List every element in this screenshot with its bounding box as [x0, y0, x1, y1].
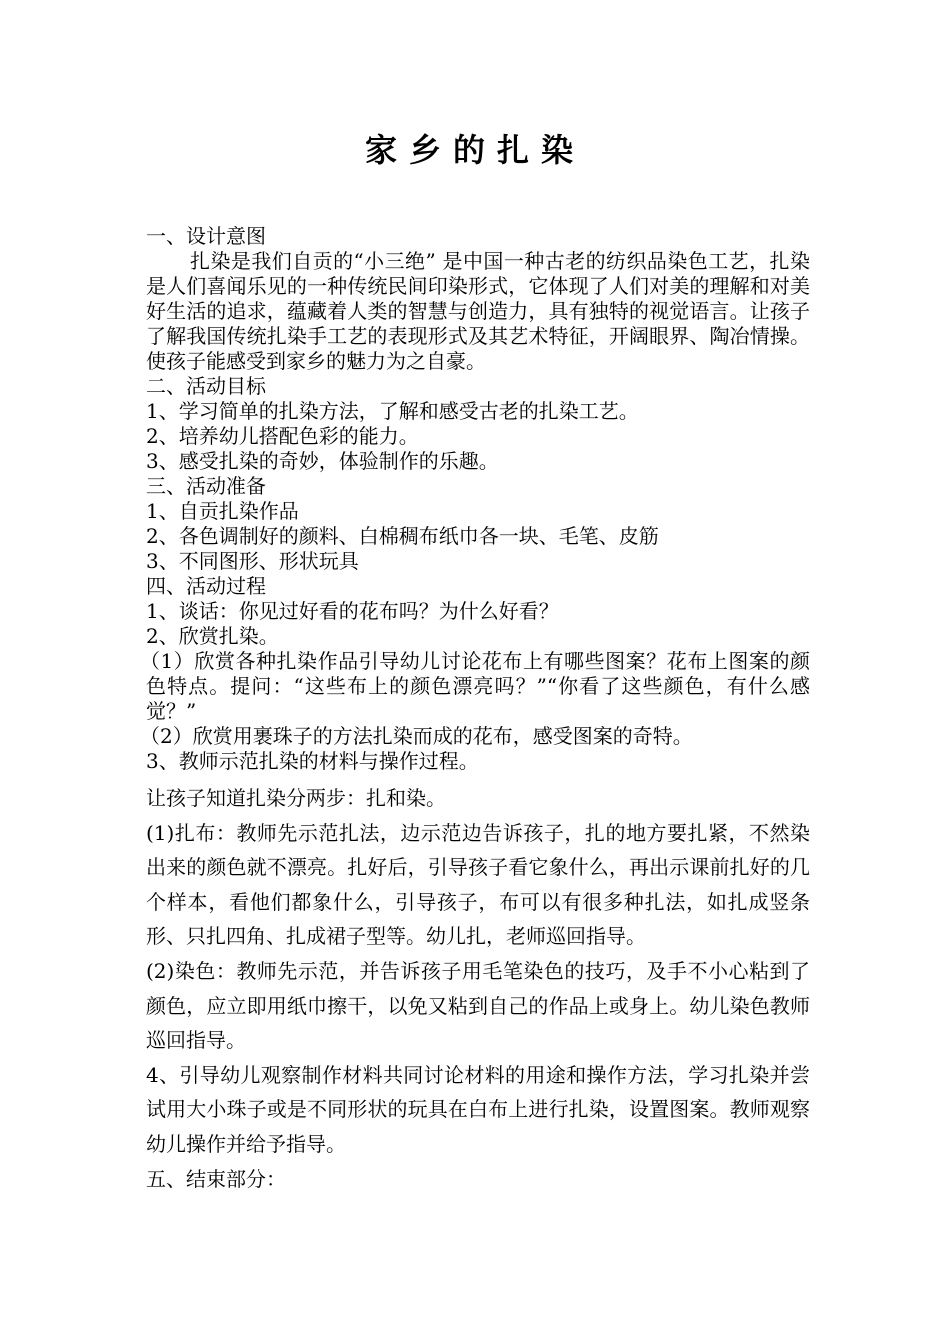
tying-step-paragraph: (1)扎布：教师先示范扎法，边示范边告诉孩子，扎的地方要扎紧，不然染出来的颜色就不漂亮。扎好后，引导孩子看它象什么，再出示课前扎好的几个样本，看他们都象什么，引导孩子，布可以有很多种扎法，如扎成竖条形、只扎四角、扎成裙子型等。幼儿扎，老师巡回指导。 — [146, 820, 810, 949]
guided-practice-paragraph: 4、引导幼儿观察制作材料共同讨论材料的用途和操作方法，学习扎染并尝试用大小珠子或是不同形状的玩具在白布上进行扎染，设置图案。教师观察幼儿操作并给予指导。 — [146, 1062, 810, 1156]
process-subitem: （1）欣赏各种扎染作品引导幼儿讨论花布上有哪些图案？花布上图案的颜色特点。提问：“这些布上的颜色漂亮吗？”“你看了这些颜色，有什么感觉？” — [140, 649, 810, 723]
steps-intro: 让孩子知道扎染分两步：扎和染。 — [146, 786, 446, 810]
document-body-continued — [146, 781, 810, 1196]
document-title: 家乡的扎染 — [364, 131, 585, 169]
process-item: 2、欣赏扎染。 — [146, 624, 279, 648]
objective-item: 1、学习简单的扎染方法，了解和感受古老的扎染工艺。 — [146, 399, 639, 423]
document-body — [140, 224, 810, 774]
preparation-item: 1、自贡扎染作品 — [146, 499, 299, 523]
section-heading-preparation: 三、活动准备 — [146, 474, 266, 498]
section-heading-process: 四、活动过程 — [146, 574, 266, 598]
dyeing-step-paragraph: (2)染色：教师先示范，并告诉孩子用毛笔染色的技巧，及手不小心粘到了颜色，应立即用纸巾擦干，以免又粘到自己的作品上或身上。幼儿染色教师巡回指导。 — [146, 958, 810, 1053]
section-heading-objectives: 二、活动目标 — [146, 374, 266, 398]
section-heading-design-intent: 一、设计意图 — [146, 224, 266, 248]
process-item: 1、谈话：你见过好看的花布吗？为什么好看？ — [146, 599, 559, 623]
design-intent-paragraph: 扎染是我们自贡的“小三绝” 是中国一种古老的纺织品染色工艺，扎染是人们喜闻乐见的一种传统民间印染形式，它体现了人们对美的理解和对美好生活的追求，蕴藏着人类的智慧与创造力，具有独特的视觉语言。让孩子了解我国传统扎染手工艺的表现形式及其艺术特征，开阔眼界、陶冶情操。使孩子能感受到家乡的魅力为之自豪。 — [146, 249, 810, 373]
section-heading-ending: 五、结束部分： — [146, 1166, 286, 1191]
objective-item: 2、培养幼儿搭配色彩的能力。 — [146, 424, 419, 448]
preparation-item: 2、各色调制好的颜料、白棉稠布纸巾各一块、毛笔、皮筋 — [146, 524, 659, 548]
objective-item: 3、感受扎染的奇妙，体验制作的乐趣。 — [146, 449, 499, 473]
preparation-item: 3、不同图形、形状玩具 — [146, 549, 359, 573]
process-item: 3、教师示范扎染的材料与操作过程。 — [146, 749, 479, 773]
process-subitem: （2）欣赏用裹珠子的方法扎染而成的花布，感受图案的奇特。 — [140, 724, 693, 748]
